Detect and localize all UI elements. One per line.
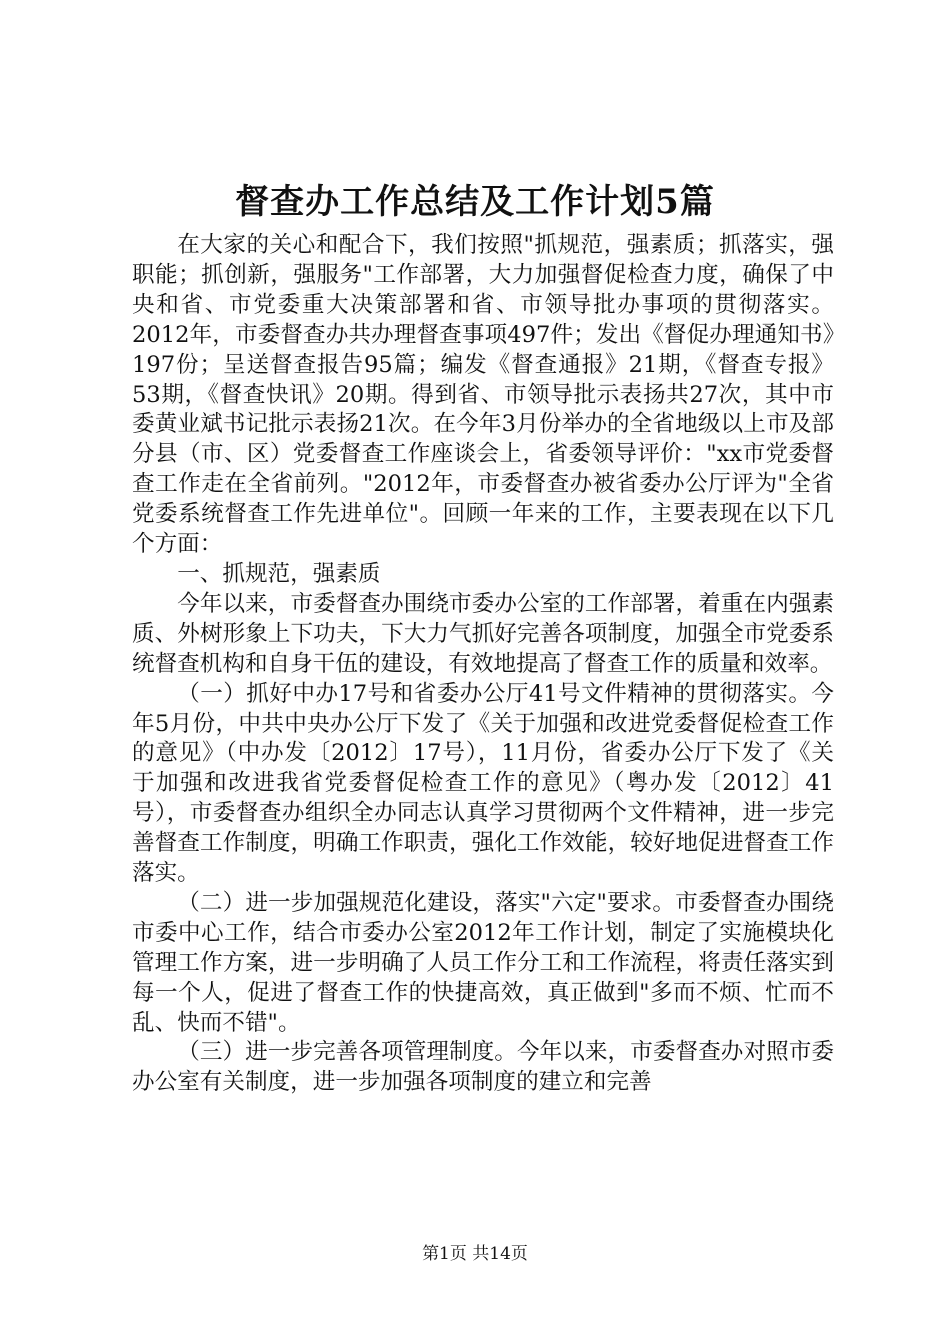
subsection-paragraph-1: （一）抓好中办17号和省委办公厅41号文件精神的贯彻落实。今年5月份，中共中央办公厅下发了《关于加强和改进党委督促检查工作的意见》（中办发〔2012〕17号），11月份，省委办公厅下发了《关于加强和改进我省党委督促检查工作的意见》（粤办发〔2012〕41号），市委督查办组织全办同志认真学习贯彻两个文件精神，进一步完善督查工作制度，明确工作职责，强化工作效能，较好地促进督查工作落实。 bbox=[132, 680, 834, 887]
subsection-paragraph-2: （二）进一步加强规范化建设，落实"六定"要求。市委督查办围绕市委中心工作，结合市委办公室2012年工作计划，制定了实施模块化管理工作方案，进一步明确了人员工作分工和工作流程，将责任落实到每一个人，促进了督查工作的快捷高效，真正做到"多而不烦、忙而不乱、快而不错"。 bbox=[132, 889, 834, 1036]
section-heading: 一、抓规范，强素质 bbox=[177, 560, 381, 587]
subsection-paragraph-3: （三）进一步完善各项管理制度。今年以来，市委督查办对照市委办公室有关制度，进一步加强各项制度的建立和完善 bbox=[132, 1039, 834, 1096]
section-paragraph: 今年以来，市委督查办围绕市委办公室的工作部署，着重在内强素质、外树形象上下功夫，下大力气抓好完善各项制度，加强全市党委系统督查机构和自身干伍的建设，有效地提高了督查工作的质量和效率。 bbox=[132, 590, 834, 677]
intro-paragraph: 在大家的关心和配合下，我们按照"抓规范，强素质；抓落实，强职能；抓创新，强服务"工作部署，大力加强督促检查力度，确保了中央和省、市党委重大决策部署和省、市领导批办事项的贯彻落实。2012年，市委督查办共办理督查事项497件；发出《督促办理通知书》197份；呈送督查报告95篇；编发《督查通报》21期，《督查专报》53期，《督查快讯》20期。得到省、市领导批示表扬共27次，其中市委黄业斌书记批示表扬21次。在今年3月份举办的全省地级以上市及部分县（市、区）党委督查工作座谈会上，省委领导评价："xx市党委督查工作走在全省前列。"2012年，市委督查办被省委办公厅评为"全省党委系统督查工作先进单位"。回顾一年来的工作，主要表现在以下几个方面： bbox=[132, 232, 834, 558]
page-number-footer: 第1页 共14页 bbox=[422, 1244, 528, 1264]
document-body bbox=[132, 231, 834, 1098]
document-title: 督查办工作总结及工作计划5篇 bbox=[235, 182, 715, 222]
